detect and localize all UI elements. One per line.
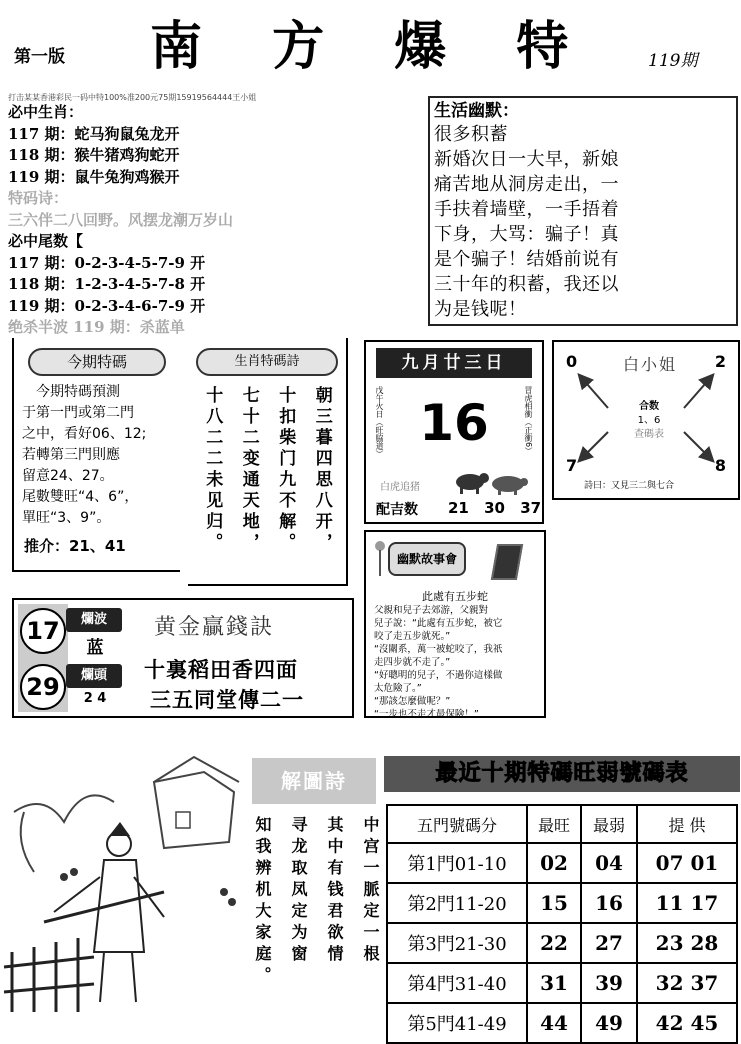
zodiac-poem-column: 朝三暮四思八开， [311, 386, 332, 554]
humor-line: 三十年的积蓄，我还以 [434, 274, 619, 295]
calendar-box [364, 340, 544, 524]
flower-icon [370, 538, 390, 578]
this-period-box [12, 338, 180, 572]
table-header: 提 供 [637, 805, 737, 843]
white-lady-box [552, 340, 740, 500]
prediction-line: 必中尾数【 [8, 232, 84, 250]
tiger-pig-illustration [450, 468, 530, 496]
table-cell: 23 28 [637, 923, 737, 963]
table-row [387, 1003, 737, 1043]
recommend-numbers: 推介：21、41 [24, 537, 126, 555]
combined-number-label: 合数 [639, 401, 659, 412]
this-period-line: 今期特碼預測 [22, 384, 120, 400]
table-header: 最弱 [581, 805, 637, 843]
lucky-numbers-label: 配吉数 [376, 502, 418, 518]
humor-line: 下身，大骂：骗子！真 [434, 224, 619, 245]
story-line: 父親和兒子去郊游，父親對 [374, 605, 489, 616]
corner-number-tl: 0 [566, 352, 578, 371]
this-period-line: 留意24、27。 [22, 468, 114, 484]
wave-number-2: 29 [20, 664, 66, 710]
gold-win-line: 十裏稻田香四面 [144, 658, 298, 682]
story-line: 走四步就不走了。” [374, 657, 451, 668]
zodiac-poem-column: 十八二二未见归。 [202, 386, 223, 554]
this-period-line: 單旺“3、9”。 [22, 510, 111, 526]
humor-line: 是个骗子！结婚前说有 [434, 249, 619, 270]
masthead-title: 南 方 爆 特 [150, 16, 595, 77]
contact-line: 打击某某香港彩民一码中特100%准200元75期15919564444王小姐 [8, 93, 257, 102]
table-cell: 07 01 [637, 843, 737, 883]
table-cell: 15 [527, 883, 581, 923]
table-cell: 第3門21-30 [387, 923, 527, 963]
calendar-right-note: 冒虎相衝（正衝6） [524, 386, 533, 456]
table-cell: 22 [527, 923, 581, 963]
story-line: “好聰明的兒子，不過你這樣做 [374, 670, 503, 681]
table-cell: 42 45 [637, 1003, 737, 1043]
this-period-body [14, 376, 180, 529]
story-badge: 幽默故事會 [388, 542, 466, 576]
table-cell: 第5門41-49 [387, 1003, 527, 1043]
humor-line: 新婚次日一大早，新娘 [434, 149, 619, 170]
prediction-line: 118 期：猴牛猪鸡狗蛇开 [8, 146, 180, 164]
story-line: 太危險了。” [374, 683, 422, 694]
combined-number-note: 查碼表 [634, 429, 664, 440]
riddle-poem-column: 中宫一脈定一根 [361, 816, 380, 967]
scholar-illustration [4, 752, 254, 1020]
riddle-poem-column: 寻龙取凤定为窗 [289, 816, 308, 967]
humor-line: 痛苦地从洞房走出，一 [434, 174, 619, 195]
table-cell: 44 [527, 1003, 581, 1043]
wave-value-1: 蓝 [86, 638, 104, 658]
table-header-row [387, 805, 737, 843]
zodiac-poem-box [188, 338, 348, 586]
corner-number-br: 8 [714, 456, 726, 475]
corner-number-tr: 2 [714, 352, 726, 371]
prediction-line: 118 期：1-2-3-4-5-7-8 开 [8, 275, 206, 293]
calendar-left-note: 戊午火日（旺脇道） [375, 386, 384, 458]
edition-label: 第一版 [14, 47, 65, 67]
number-strength-table [384, 756, 740, 1044]
story-line: “那該怎麼做呢？” [374, 696, 451, 707]
table-cell: 32 37 [637, 963, 737, 1003]
humor-line: 手扶着墙壁，一手捂着 [434, 199, 619, 220]
prediction-block [8, 92, 428, 336]
humor-line: 很多积蓄 [434, 124, 508, 145]
book-icon [491, 544, 523, 580]
story-line: 兒子說：“此處有五步蛇，被它 [374, 618, 503, 629]
prediction-line: 119 期：鼠牛兔狗鸡猴开 [8, 167, 180, 186]
this-period-line: 若轉第三門則應 [22, 447, 120, 463]
this-period-title: 今期特碼 [28, 348, 166, 376]
white-lady-poem: 詩曰：又見三二與七合 [584, 481, 675, 491]
riddle-poem-column: 其中有钱君欲情 [325, 816, 344, 967]
corner-number-bl: 7 [566, 456, 578, 475]
table-cell: 31 [527, 963, 581, 1003]
this-period-line: 尾數雙旺“4、6”， [22, 489, 139, 505]
gold-win-title: 黄金贏錢訣 [154, 615, 275, 640]
humor-title: 生活幽默： [434, 101, 519, 121]
table-cell: 27 [581, 923, 637, 963]
white-lady-center [614, 372, 684, 440]
table-cell: 04 [581, 843, 637, 883]
table-row [387, 883, 737, 923]
table-cell: 39 [581, 963, 637, 1003]
table-cell: 16 [581, 883, 637, 923]
riddle-poem-title: 解圖詩 [252, 758, 376, 804]
table-header: 最旺 [527, 805, 581, 843]
humor-line: 为是钱呢！ [434, 299, 527, 320]
prediction-line: 119 期：0-2-3-4-6-7-9 开 [8, 296, 206, 315]
story-body [374, 604, 542, 721]
table-cell: 第4門31-40 [387, 963, 527, 1003]
prediction-line: 必中生肖： [8, 103, 84, 121]
wave-value-2: 2 4 [83, 691, 107, 706]
riddle-poem-column: 知我辨机大家庭。 [253, 816, 272, 988]
prediction-line: 三六伴二八回野。风摆龙潮万岁山 [8, 210, 234, 229]
issue-number: 119期 [648, 51, 698, 71]
number-table-title: 最近十期特碼旺弱號碼表 [384, 756, 740, 792]
prediction-line: 绝杀半波 119 期：杀蓝单 [8, 318, 185, 336]
wave-number-1: 17 [20, 608, 66, 654]
zodiac-poem-column: 七十二变通天地， [238, 386, 259, 554]
wave-box [12, 598, 354, 718]
story-line: “一步也不走才最保險！” [374, 709, 479, 720]
this-period-line: 之中，看好06、12; [22, 426, 147, 442]
table-cell: 第1門01-10 [387, 843, 527, 883]
calendar-decoration: 白虎追猪 [380, 482, 420, 493]
wave-label-2: 爛頭 [66, 664, 122, 688]
life-humor-box [428, 96, 738, 326]
this-period-line: 于第一門或第二門 [22, 405, 134, 421]
story-line: “沒關系，萬一被蛇咬了，我祇 [374, 644, 503, 655]
story-title: 此處有五步蛇 [422, 590, 488, 603]
table-cell: 第2門11-20 [387, 883, 527, 923]
table-row [387, 843, 737, 883]
wave-label-1: 爛波 [66, 608, 122, 632]
gold-win-line: 三五同堂傳二一 [150, 688, 304, 712]
lucky-numbers: 21 30 37 [448, 499, 542, 517]
humor-story-box [364, 530, 546, 718]
white-lady-title: 白小姐 [622, 355, 677, 374]
prediction-line: 117 期：蛇马狗鼠兔龙开 [8, 124, 180, 143]
table-cell: 02 [527, 843, 581, 883]
table-header: 五門號碼分 [387, 805, 527, 843]
prediction-line: 117 期：0-2-3-4-5-7-9 开 [8, 253, 206, 272]
zodiac-poem-column: 十扣柴门九不解。 [275, 386, 296, 554]
combined-number-values: 1、6 [637, 415, 661, 426]
table-cell: 11 17 [637, 883, 737, 923]
zodiac-poem-title: 生肖特碼詩 [196, 348, 338, 376]
number-table [386, 804, 738, 1044]
story-line: 咬了走五步就死。” [374, 631, 451, 642]
prediction-line: 特码诗： [8, 189, 69, 207]
calendar-date: 九月廿三日 [376, 348, 532, 378]
table-row [387, 923, 737, 963]
table-cell: 49 [581, 1003, 637, 1043]
calendar-day: 16 [419, 394, 489, 452]
table-row [387, 963, 737, 1003]
riddle-poem-box [248, 758, 382, 1022]
